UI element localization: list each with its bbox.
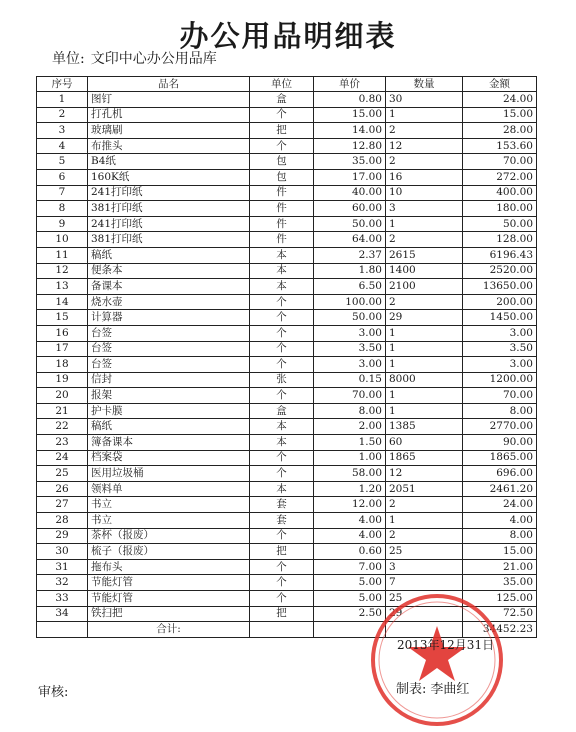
column-header: 序号 [37, 77, 88, 92]
unit-price: 15.00 [314, 107, 386, 123]
table-row [37, 357, 537, 373]
table-row [37, 325, 537, 341]
item-name: 备课本 [88, 279, 250, 295]
quantity: 1385 [386, 419, 463, 435]
total-value: 34452.23 [463, 622, 537, 638]
unit-price: 70.00 [314, 388, 386, 404]
unit: 个 [250, 325, 314, 341]
unit: 件 [250, 185, 314, 201]
table-row [37, 403, 537, 419]
unit-price: 35.00 [314, 154, 386, 170]
maker-name: 李曲红 [430, 682, 470, 697]
item-name: 铁扫把 [88, 606, 250, 622]
unit: 个 [250, 575, 314, 591]
item-name: 241打印纸 [88, 185, 250, 201]
table-row [37, 450, 537, 466]
item-name: 茶杯（报废） [88, 528, 250, 544]
unit-price: 2.37 [314, 247, 386, 263]
table-row [37, 310, 537, 326]
item-name: 布推头 [88, 138, 250, 154]
row-number: 21 [37, 403, 88, 419]
amount: 2520.00 [463, 263, 537, 279]
column-header: 单价 [314, 77, 386, 92]
table-row [37, 372, 537, 388]
table-row [37, 185, 537, 201]
table-header-row [37, 77, 537, 92]
official-seal [367, 590, 507, 730]
unit: 本 [250, 419, 314, 435]
quantity: 7 [386, 575, 463, 591]
amount: 128.00 [463, 232, 537, 248]
unit-price: 14.00 [314, 123, 386, 139]
unit: 个 [250, 294, 314, 310]
item-name: 簿备课本 [88, 435, 250, 451]
maker-field [396, 678, 473, 697]
amount: 24.00 [463, 497, 537, 513]
unit-price: 3.00 [314, 325, 386, 341]
unit-name: 文印中心办公用品库 [90, 51, 217, 67]
row-number: 2 [37, 107, 88, 123]
item-name: 信封 [88, 372, 250, 388]
amount: 400.00 [463, 185, 537, 201]
quantity: 25 [386, 591, 463, 607]
unit: 本 [250, 279, 314, 295]
unit-price: 2.50 [314, 606, 386, 622]
quantity: 2 [386, 154, 463, 170]
table-row [37, 419, 537, 435]
row-number: 4 [37, 138, 88, 154]
unit-price: 1.80 [314, 263, 386, 279]
quantity: 1 [386, 403, 463, 419]
unit-price: 60.00 [314, 201, 386, 217]
row-number: 17 [37, 341, 88, 357]
row-number: 10 [37, 232, 88, 248]
unit: 个 [250, 591, 314, 607]
unit-price: 0.80 [314, 92, 386, 108]
row-number: 13 [37, 279, 88, 295]
unit-price: 100.00 [314, 294, 386, 310]
row-number: 26 [37, 481, 88, 497]
item-name: 便条本 [88, 263, 250, 279]
table-row [37, 216, 537, 232]
unit: 包 [250, 169, 314, 185]
row-number: 11 [37, 247, 88, 263]
unit: 件 [250, 232, 314, 248]
quantity: 10 [386, 185, 463, 201]
table-row [37, 279, 537, 295]
unit: 个 [250, 107, 314, 123]
row-number: 7 [37, 185, 88, 201]
row-number: 16 [37, 325, 88, 341]
item-name: 381打印纸 [88, 232, 250, 248]
quantity: 1 [386, 325, 463, 341]
amount: 696.00 [463, 466, 537, 482]
row-number: 30 [37, 544, 88, 560]
quantity: 1400 [386, 263, 463, 279]
row-number: 32 [37, 575, 88, 591]
table-row [37, 294, 537, 310]
amount: 13650.00 [463, 279, 537, 295]
unit: 盒 [250, 92, 314, 108]
quantity: 1 [386, 341, 463, 357]
table-row [37, 201, 537, 217]
item-name: 台签 [88, 357, 250, 373]
unit: 个 [250, 528, 314, 544]
item-name: 图钉 [88, 92, 250, 108]
supplies-table [36, 76, 537, 638]
unit-price: 6.50 [314, 279, 386, 295]
amount: 15.00 [463, 544, 537, 560]
item-name: 报架 [88, 388, 250, 404]
quantity: 29 [386, 310, 463, 326]
unit-price: 3.00 [314, 357, 386, 373]
date-field: 2013年12月31日 [397, 638, 495, 652]
row-number: 28 [37, 513, 88, 529]
row-number: 34 [37, 606, 88, 622]
row-number: 25 [37, 466, 88, 482]
quantity: 1 [386, 357, 463, 373]
table-row [37, 497, 537, 513]
item-name: B4纸 [88, 154, 250, 170]
amount: 15.00 [463, 107, 537, 123]
quantity: 1 [386, 107, 463, 123]
amount: 24.00 [463, 92, 537, 108]
total-label: 合计: [88, 622, 250, 638]
quantity: 2 [386, 294, 463, 310]
quantity: 3 [386, 201, 463, 217]
amount: 90.00 [463, 435, 537, 451]
unit-price: 50.00 [314, 310, 386, 326]
amount: 1200.00 [463, 372, 537, 388]
amount: 153.60 [463, 138, 537, 154]
item-name: 节能灯管 [88, 575, 250, 591]
unit-price: 1.20 [314, 481, 386, 497]
amount: 1450.00 [463, 310, 537, 326]
table-row [37, 559, 537, 575]
quantity: 3 [386, 559, 463, 575]
unit-price: 17.00 [314, 169, 386, 185]
table-row [37, 466, 537, 482]
item-name: 领料单 [88, 481, 250, 497]
amount: 50.00 [463, 216, 537, 232]
quantity: 2 [386, 497, 463, 513]
item-name: 护卡膜 [88, 403, 250, 419]
amount: 2461.20 [463, 481, 537, 497]
unit: 把 [250, 544, 314, 560]
row-number: 5 [37, 154, 88, 170]
amount: 3.50 [463, 341, 537, 357]
unit-price: 0.60 [314, 544, 386, 560]
item-name: 台签 [88, 325, 250, 341]
table-row [37, 435, 537, 451]
unit-price: 50.00 [314, 216, 386, 232]
item-name: 381打印纸 [88, 201, 250, 217]
amount: 21.00 [463, 559, 537, 575]
unit: 个 [250, 138, 314, 154]
row-number: 23 [37, 435, 88, 451]
unit-line [52, 48, 223, 68]
page-title: 办公用品明细表 [179, 19, 397, 53]
item-name: 241打印纸 [88, 216, 250, 232]
unit-price: 12.00 [314, 497, 386, 513]
item-name: 160K纸 [88, 169, 250, 185]
quantity: 60 [386, 435, 463, 451]
unit-price: 8.00 [314, 403, 386, 419]
unit-price: 5.00 [314, 575, 386, 591]
quantity: 1 [386, 513, 463, 529]
table-row [37, 107, 537, 123]
quantity: 25 [386, 544, 463, 560]
quantity: 29 [386, 606, 463, 622]
row-number: 3 [37, 123, 88, 139]
quantity: 1 [386, 388, 463, 404]
amount: 70.00 [463, 154, 537, 170]
row-number: 27 [37, 497, 88, 513]
item-name: 档案袋 [88, 450, 250, 466]
amount: 200.00 [463, 294, 537, 310]
unit: 本 [250, 247, 314, 263]
column-header: 单位 [250, 77, 314, 92]
table-row [37, 92, 537, 108]
unit: 张 [250, 372, 314, 388]
quantity: 2615 [386, 247, 463, 263]
row-number: 24 [37, 450, 88, 466]
unit: 套 [250, 513, 314, 529]
row-number: 12 [37, 263, 88, 279]
unit-price: 7.00 [314, 559, 386, 575]
quantity: 8000 [386, 372, 463, 388]
amount: 72.50 [463, 606, 537, 622]
unit-price: 4.00 [314, 513, 386, 529]
row-number: 9 [37, 216, 88, 232]
item-name: 台签 [88, 341, 250, 357]
seal-star-icon [408, 626, 466, 681]
unit: 个 [250, 450, 314, 466]
table-row [37, 263, 537, 279]
unit: 个 [250, 357, 314, 373]
quantity: 12 [386, 138, 463, 154]
column-header: 金额 [463, 77, 537, 92]
item-name: 打孔机 [88, 107, 250, 123]
amount: 28.00 [463, 123, 537, 139]
table-row [37, 513, 537, 529]
row-number: 14 [37, 294, 88, 310]
unit-price: 58.00 [314, 466, 386, 482]
row-number: 15 [37, 310, 88, 326]
table-row [37, 481, 537, 497]
table-row [37, 123, 537, 139]
unit: 本 [250, 263, 314, 279]
amount: 3.00 [463, 325, 537, 341]
quantity: 2 [386, 528, 463, 544]
table-row [37, 341, 537, 357]
amount: 4.00 [463, 513, 537, 529]
item-name: 书立 [88, 513, 250, 529]
amount: 70.00 [463, 388, 537, 404]
unit: 个 [250, 310, 314, 326]
quantity: 1865 [386, 450, 463, 466]
row-number: 18 [37, 357, 88, 373]
quantity: 12 [386, 466, 463, 482]
unit: 个 [250, 466, 314, 482]
item-name: 拖布头 [88, 559, 250, 575]
amount: 272.00 [463, 169, 537, 185]
item-name: 稿纸 [88, 247, 250, 263]
column-header: 数量 [386, 77, 463, 92]
quantity: 2 [386, 232, 463, 248]
unit: 盒 [250, 403, 314, 419]
unit-price: 4.00 [314, 528, 386, 544]
table-row [37, 154, 537, 170]
item-name: 梳子（报废） [88, 544, 250, 560]
row-number: 8 [37, 201, 88, 217]
row-number: 31 [37, 559, 88, 575]
unit-price: 1.00 [314, 450, 386, 466]
row-number: 1 [37, 92, 88, 108]
unit: 个 [250, 341, 314, 357]
unit: 件 [250, 201, 314, 217]
unit-price: 0.15 [314, 372, 386, 388]
unit: 把 [250, 123, 314, 139]
unit-price: 1.50 [314, 435, 386, 451]
amount: 35.00 [463, 575, 537, 591]
table-row [37, 544, 537, 560]
amount: 8.00 [463, 403, 537, 419]
amount: 2770.00 [463, 419, 537, 435]
unit-price: 3.50 [314, 341, 386, 357]
quantity: 30 [386, 92, 463, 108]
unit: 件 [250, 216, 314, 232]
item-name: 节能灯管 [88, 591, 250, 607]
unit-price: 5.00 [314, 591, 386, 607]
amount: 3.00 [463, 357, 537, 373]
amount: 180.00 [463, 201, 537, 217]
table-row [37, 247, 537, 263]
unit: 包 [250, 154, 314, 170]
unit-price: 64.00 [314, 232, 386, 248]
quantity: 16 [386, 169, 463, 185]
amount: 1865.00 [463, 450, 537, 466]
amount: 6196.43 [463, 247, 537, 263]
table-row [37, 169, 537, 185]
amount: 8.00 [463, 528, 537, 544]
table-row [37, 575, 537, 591]
unit: 把 [250, 606, 314, 622]
audit-field: 审核: [38, 685, 69, 700]
quantity: 2 [386, 123, 463, 139]
unit: 本 [250, 481, 314, 497]
unit-price: 12.80 [314, 138, 386, 154]
unit-price: 2.00 [314, 419, 386, 435]
item-name: 稿纸 [88, 419, 250, 435]
row-number: 20 [37, 388, 88, 404]
row-number: 29 [37, 528, 88, 544]
amount: 125.00 [463, 591, 537, 607]
row-number: 22 [37, 419, 88, 435]
maker-label: 制表: [396, 682, 427, 697]
quantity: 2100 [386, 279, 463, 295]
item-name: 医用垃圾桶 [88, 466, 250, 482]
column-header: 品名 [88, 77, 250, 92]
unit: 本 [250, 435, 314, 451]
table-row [37, 388, 537, 404]
row-number: 6 [37, 169, 88, 185]
item-name: 计算器 [88, 310, 250, 326]
table-row [37, 138, 537, 154]
quantity: 2051 [386, 481, 463, 497]
table-row [37, 232, 537, 248]
unit: 套 [250, 497, 314, 513]
unit: 个 [250, 388, 314, 404]
row-number: 33 [37, 591, 88, 607]
quantity: 1 [386, 216, 463, 232]
item-name: 书立 [88, 497, 250, 513]
item-name: 烧水壶 [88, 294, 250, 310]
unit: 个 [250, 559, 314, 575]
unit-price: 40.00 [314, 185, 386, 201]
row-number: 19 [37, 372, 88, 388]
unit-label: 单位: [52, 51, 85, 67]
table-row [37, 528, 537, 544]
item-name: 玻璃刷 [88, 123, 250, 139]
